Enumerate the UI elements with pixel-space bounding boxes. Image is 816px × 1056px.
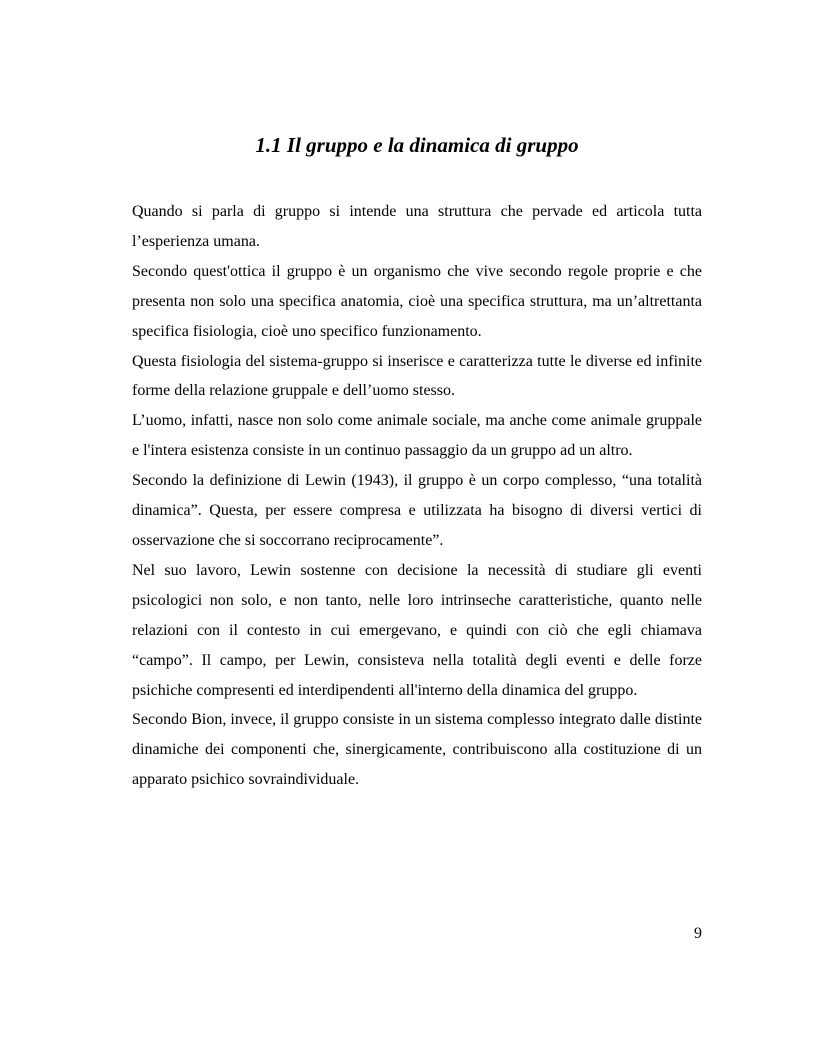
paragraph: Secondo Bion, invece, il gruppo consiste in un sistema complesso integrato dalle distinte dinamiche dei componenti che, sinergicamente, contribuiscono alla costituzione di un apparato psichico sovraindividuale. — [132, 711, 702, 789]
paragraph: Quando si parla di gruppo si intende una struttura che pervade ed articola tutta l’esperienza umana. — [132, 203, 702, 250]
paragraph: Nel suo lavoro, Lewin sostenne con decisione la necessità di studiare gli eventi psicologici non solo, e non tanto, nelle loro intrinseche caratteristiche, quanto nelle relazioni con il contesto in cui emergevano, e quindi con ciò che egli chiamava “campo”. Il campo, per Lewin, consisteva nella totalità degli eventi e delle forze psichiche compresenti ed interdipendenti all'interno della dinamica del gruppo. — [132, 561, 702, 699]
paragraph: Secondo la definizione di Lewin (1943), il gruppo è un corpo complesso, “una totalità dinamica”. Questa, per essere compresa e utilizzata ha bisogno di diversi vertici di osservazione che si soccorrano reciprocamente”. — [132, 472, 702, 549]
body-text — [132, 197, 702, 795]
section-heading: 1.1 Il gruppo e la dinamica di gruppo — [255, 133, 579, 157]
paragraph: Questa fisiologia del sistema-gruppo si inserisce e caratterizza tutte le diverse ed infinite forme della relazione gruppale e dell’uomo stesso. — [132, 352, 702, 400]
paragraph: L’uomo, infatti, nasce non solo come animale sociale, ma anche come animale gruppale e l'intera esistenza consiste in un continuo passaggio da un gruppo ad un altro. — [132, 412, 702, 460]
paragraph: Secondo quest'ottica il gruppo è un organismo che vive secondo regole proprie e che presenta non solo una specifica anatomia, cioè una specifica struttura, ma un’altrettanta specifica fisiologia, cioè uno specifico funzionamento. — [132, 262, 702, 340]
page-number: 9 — [694, 925, 702, 942]
